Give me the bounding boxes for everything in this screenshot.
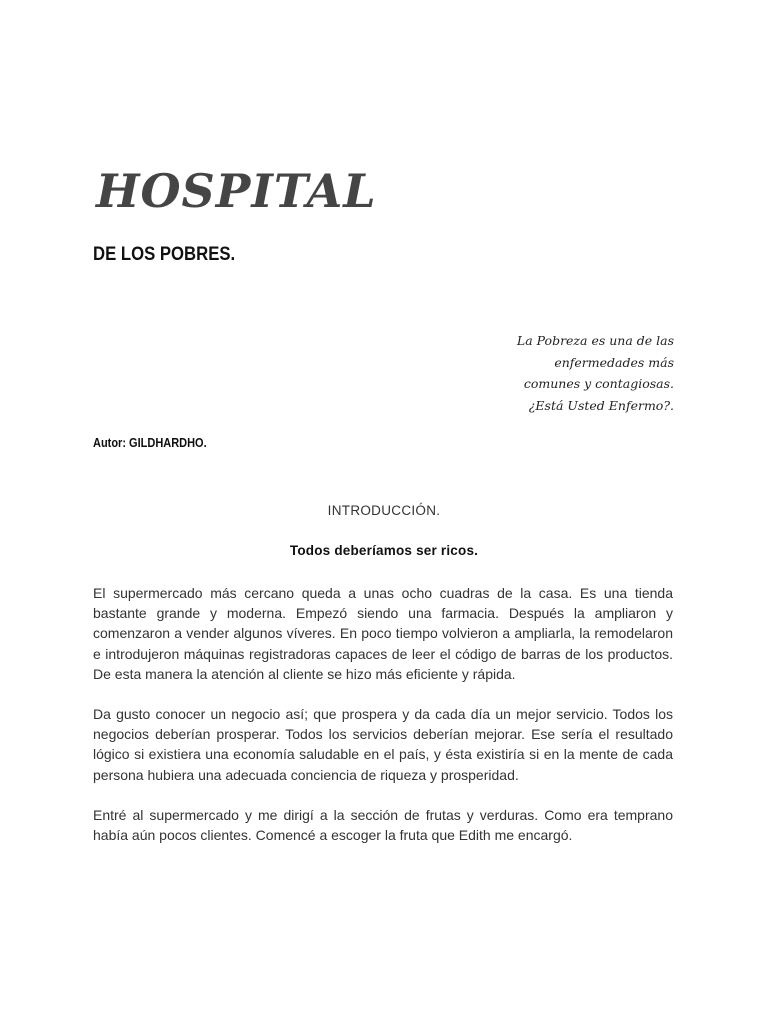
document-title: HOSPITAL <box>96 164 377 218</box>
quote-line: La Pobreza es una de las <box>516 333 674 348</box>
paragraph: El supermercado más cercano queda a unas ocho cuadras de la casa. Es una tienda bastante grande y moderna. Empezó siendo una farmacia. Después la ampliaron y comenzaron a vender algunos víveres. En poco tiempo volvieron a ampliarla, la remodelaron e introdujeron máquinas registradoras capaces de leer el código de barras de los productos. De esta manera la atención al cliente se hizo más eficiente y rápida. <box>93 585 673 682</box>
paragraph: Da gusto conocer un negocio así; que prospera y da cada día un mejor servicio. Todos los negocios deberían prosperar. Todos los servicios deberían mejorar. Ese sería el resultado lógico si existiera una economía saludable en el país, y ésta existiría si en la mente de cada persona hubiera una adecuada conciencia de riqueza y prosperidad. <box>93 706 673 783</box>
body-text <box>93 583 673 865</box>
quote-line: comunes y contagiosas. <box>523 376 674 391</box>
document-subtitle: DE LOS POBRES. <box>93 244 236 265</box>
quote-line: enfermedades más <box>554 354 674 370</box>
author-line: Autor: GILDHARDHO. <box>93 436 207 450</box>
quote-line: ¿Está Usted Enfermo?. <box>528 397 674 413</box>
section-title: Todos deberíamos ser ricos. <box>289 543 479 558</box>
introduction-heading: INTRODUCCIÓN. <box>327 503 441 518</box>
paragraph: Entré al supermercado y me dirigí a la sección de frutas y verduras. Como era temprano había aún pocos clientes. Comencé a escoger la fruta que Edith me encargó. <box>93 806 673 844</box>
epigraph-quote <box>454 330 674 416</box>
